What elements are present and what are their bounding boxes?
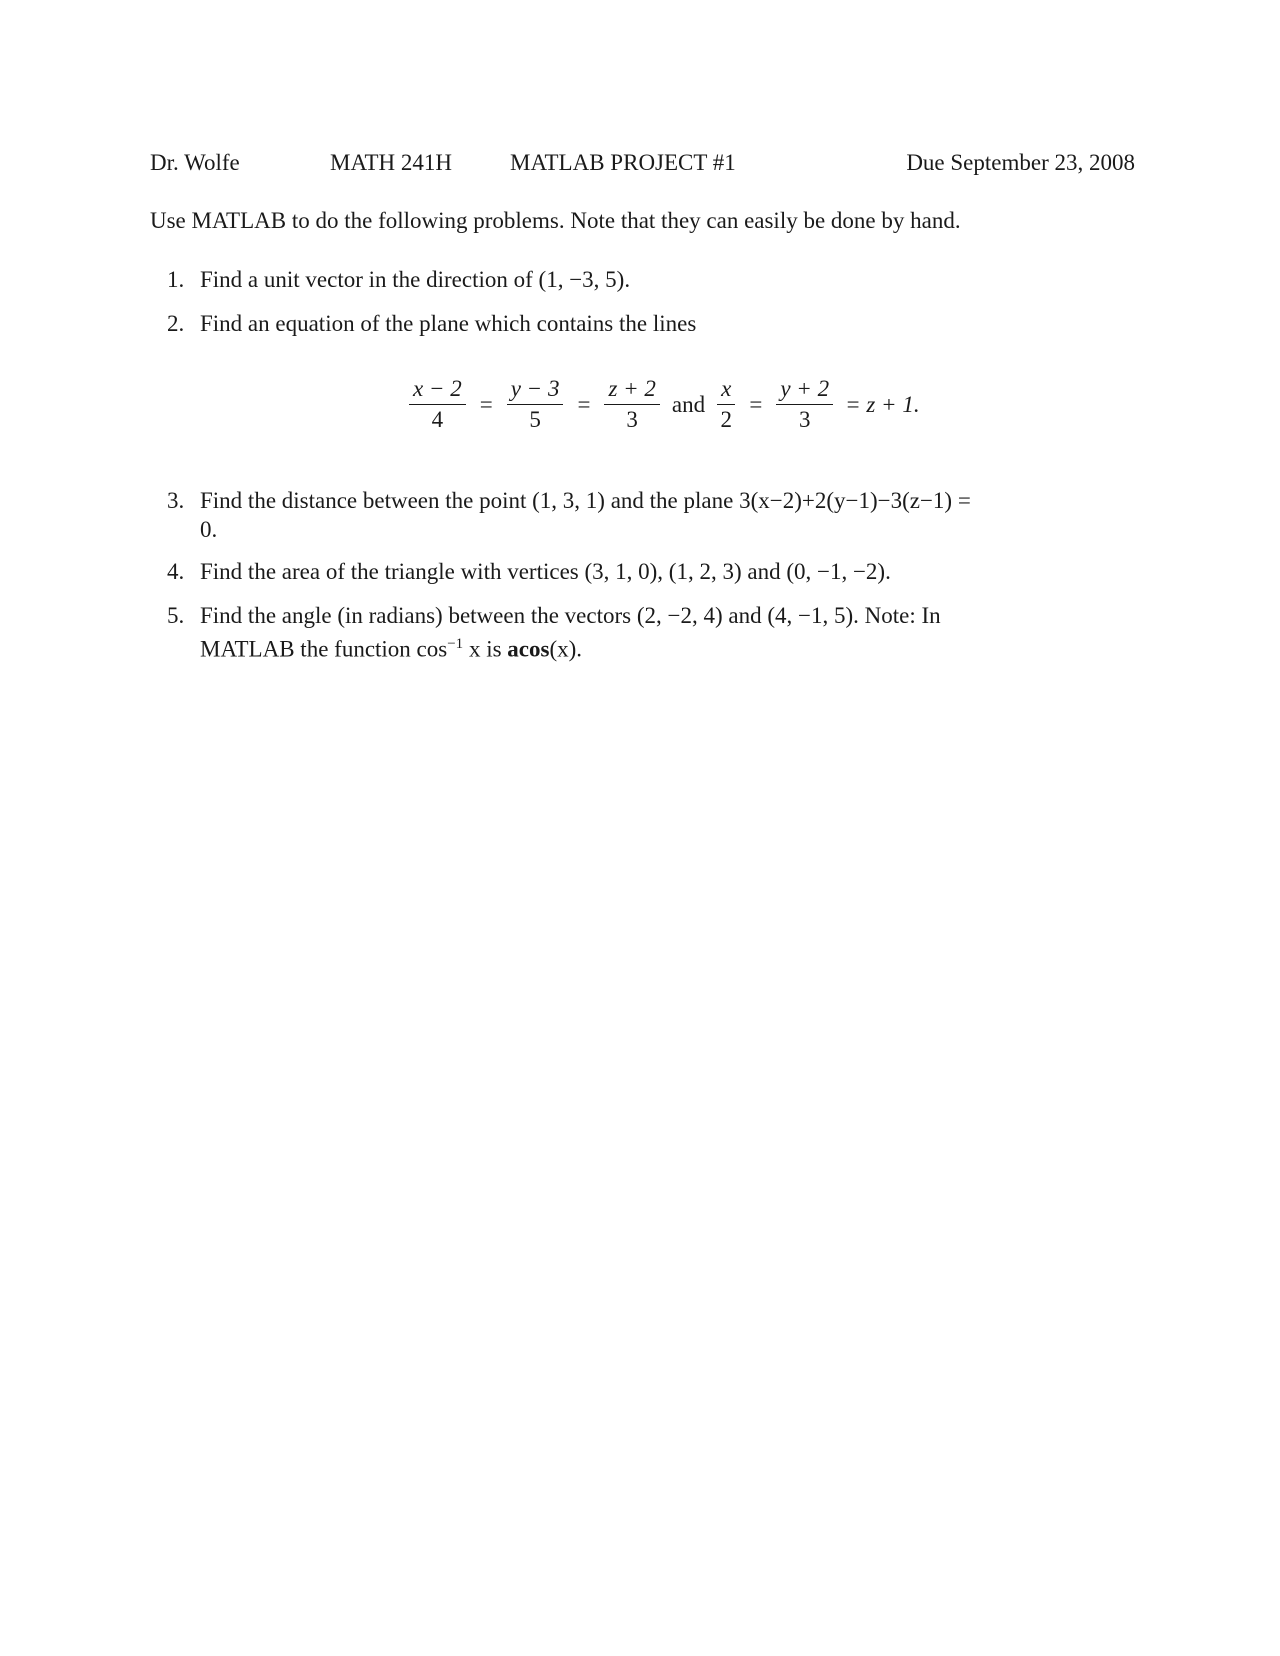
fraction-2 [507, 376, 564, 433]
equation-tail: = z + 1. [845, 391, 920, 417]
intro-text: Use MATLAB to do the following problems. Note that they can easily be done by hand. [150, 208, 961, 233]
fraction-numerator: x − 2 [409, 376, 466, 405]
problem-number: 2. [167, 311, 185, 336]
text-segment: x is [463, 636, 508, 662]
line-equations [150, 338, 1135, 486]
problem-2 [150, 309, 1135, 338]
problem-text: Find an equation of the plane which contains the lines [200, 311, 697, 336]
fraction-denominator: 5 [529, 407, 541, 432]
fraction-5 [776, 376, 833, 433]
fraction-numerator: y + 2 [776, 376, 833, 405]
problem-number: 4. [167, 559, 185, 584]
problem-number: 5. [167, 603, 185, 628]
header-project-title: MATLAB PROJECT #1 [510, 150, 736, 175]
page-header [150, 150, 1135, 184]
problem-4 [150, 557, 1135, 586]
superscript: −1 [447, 636, 464, 652]
fraction-4 [717, 376, 735, 433]
header-author: Dr. Wolfe [150, 150, 240, 175]
problem-1 [150, 265, 1135, 294]
header-course: MATH 241H [330, 150, 453, 175]
equals-sign: = [577, 391, 591, 417]
fraction-1 [409, 376, 466, 433]
problem-text: Find a unit vector in the direction of (1, −3, 5). [200, 267, 631, 292]
equation-row [403, 376, 920, 433]
fraction-denominator: 2 [720, 407, 732, 432]
fraction-denominator: 3 [626, 407, 638, 432]
problem-text-line-1: Find the angle (in radians) between the vectors (2, −2, 4) and (4, −1, 5). Note: In [200, 603, 941, 628]
conjunction-and: and [671, 391, 706, 417]
fraction-denominator: 4 [431, 407, 444, 432]
header-due-date: Due September 23, 2008 [906, 150, 1135, 175]
fraction-denominator: 3 [798, 407, 811, 432]
problem-list [150, 265, 1135, 664]
fraction-3 [604, 376, 659, 433]
problem-text-line-2: 0. [200, 517, 218, 542]
equals-sign: = [479, 391, 493, 417]
problem-3 [150, 486, 1135, 544]
problem-text-line-2 [200, 630, 1135, 664]
problem-number: 3. [167, 488, 185, 513]
equals-sign: = [749, 391, 763, 417]
fraction-numerator: x [717, 376, 735, 405]
function-name: acos [507, 636, 550, 662]
fraction-numerator: z + 2 [604, 376, 659, 405]
problem-5 [150, 601, 1135, 664]
text-segment: MATLAB the function cos [200, 636, 448, 662]
problem-text-line-1: Find the distance between the point (1, 3, 1) and the plane 3(x−2)+2(y−1)−3(z−1) = [200, 488, 971, 513]
text-segment: (x). [549, 636, 583, 662]
problem-text: Find the area of the triangle with vertices (3, 1, 0), (1, 2, 3) and (0, −1, −2). [200, 559, 891, 584]
problem-number: 1. [167, 267, 185, 292]
fraction-numerator: y − 3 [507, 376, 564, 405]
